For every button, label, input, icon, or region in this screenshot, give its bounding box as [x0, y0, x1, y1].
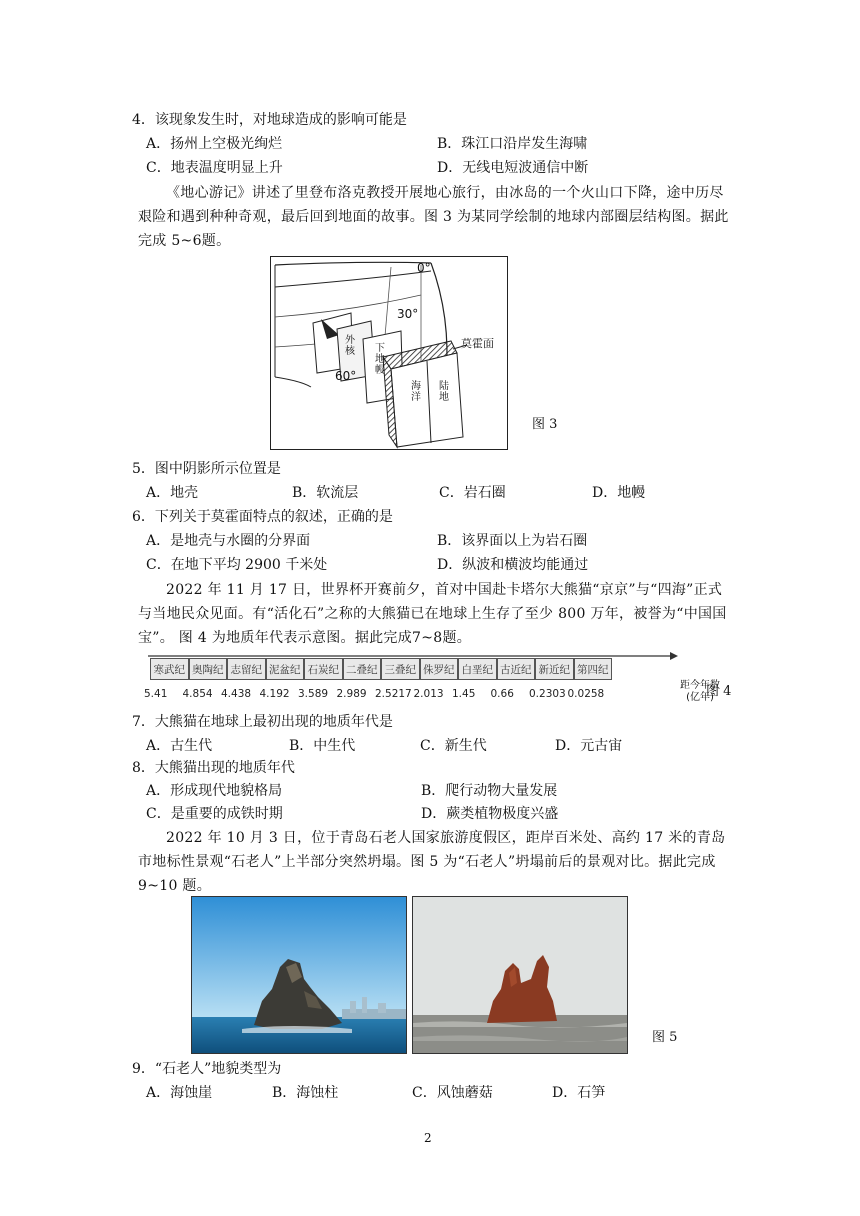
- q9-option-c: C．风蚀蘑菇: [412, 1085, 493, 1101]
- q8-option-d: D．蕨类植物极度兴盛: [421, 806, 559, 822]
- period-cell: 奥陶纪: [189, 658, 228, 680]
- page-number: 2: [424, 1131, 432, 1145]
- period-cell: 泥盆纪: [266, 658, 305, 680]
- period-cell: 古近纪: [497, 658, 536, 680]
- q4-option-c: C．地表温度明显上升: [146, 160, 283, 176]
- period-cell: 志留纪: [227, 658, 266, 680]
- age-tick-label: 0.0258: [567, 688, 605, 700]
- age-tick-label: 0.66: [490, 688, 514, 700]
- period-cell: 新近纪: [535, 658, 574, 680]
- photo-after-collapse: [412, 896, 628, 1054]
- q5-option-b: B．软流层: [292, 485, 359, 501]
- age-tick-label: 4.854: [182, 688, 213, 700]
- q6-stem: 6．下列关于莫霍面特点的叙述，正确的是: [132, 509, 393, 525]
- label-0-degree: 0°: [417, 261, 431, 275]
- passage-stone-old-man: 2022 年 10 月 3 日，位于青岛石老人国家旅游度假区，距岸百米处、高约 17 米的青岛市地标性景观“石老人”上半部分突然坍塌。图 5 为“石老人”坍塌前后的景观对比。据此完成9~10 题。: [138, 830, 726, 894]
- label-moho: 莫霍面: [461, 337, 494, 350]
- q4-stem: 4．该现象发生时，对地球造成的影响可能是: [132, 112, 407, 128]
- q7-stem: 7．大熊猫在地球上最初出现的地质年代是: [132, 714, 393, 730]
- q4-option-d: D．无线电短波通信中断: [437, 160, 589, 176]
- q8-option-b: B．爬行动物大量发展: [421, 783, 558, 799]
- axis-label-line1: 距今年数: [680, 680, 720, 691]
- passage-panda: 2022 年 11 月 17 日，世界杯开赛前夕，首对中国赴卡塔尔大熊猫“京京”与“四海”正式与当地民众见面。有“活化石”之称的大熊猫已在地球上生存了至少 800 万年，被誉为“中国国宝”。 图 4 为地质年代表示意图。据此完成7~8题。: [138, 582, 727, 646]
- q8-stem: 8．大熊猫出现的地质年代: [132, 760, 295, 776]
- q9-option-a: A．海蚀崖: [146, 1085, 213, 1101]
- age-tick-label: 5.41: [144, 688, 168, 700]
- period-cell: 寒武纪: [150, 658, 189, 680]
- q7-option-c: C．新生代: [420, 738, 487, 754]
- age-tick-label: 4.438: [221, 688, 252, 700]
- label-outer-core: 外核: [345, 335, 355, 357]
- age-tick-label: 0.2303: [529, 688, 566, 700]
- period-cell: 三叠纪: [381, 658, 420, 680]
- age-tick-label: 2.5217: [375, 688, 412, 700]
- q4-option-b: B．珠江口沿岸发生海啸: [437, 136, 588, 152]
- q8-option-c: C．是重要的成铁时期: [146, 806, 283, 822]
- passage-journey: 《地心游记》讲述了里登布洛克教授开展地心旅行，由冰岛的一个火山口下降，途中历尽艰险和遇到种种奇观，最后回到地面的故事。图 3 为某同学绘制的地球内部圈层结构图。据此完成 5~6题。: [138, 185, 729, 249]
- q5-option-a: A．地壳: [146, 485, 199, 501]
- q7-option-d: D．元古宙: [555, 738, 623, 754]
- label-land: 陆地: [439, 381, 449, 403]
- q6-option-a: A．是地壳与水圈的分界面: [146, 533, 311, 549]
- label-30-degree: 30°: [397, 307, 419, 321]
- q6-option-c: C．在地下平均 2900 千米处: [146, 557, 328, 573]
- axis-label-line2: (亿年): [686, 692, 714, 703]
- q5-stem: 5．图中阴影所示位置是: [132, 461, 281, 477]
- figure-3: [270, 256, 508, 450]
- q5-option-c: C．岩石圈: [439, 485, 506, 501]
- figure-4-caption: 图 4: [706, 684, 732, 699]
- earth-interior-diagram: [271, 257, 507, 449]
- age-tick-label: 1.45: [452, 688, 476, 700]
- q6-option-b: B．该界面以上为岩石圈: [437, 533, 588, 549]
- q9-option-d: D．石笋: [552, 1085, 606, 1101]
- q7-option-b: B．中生代: [289, 738, 356, 754]
- age-tick-label: 2.989: [336, 688, 367, 700]
- age-tick-label: 2.013: [413, 688, 444, 700]
- q6-option-d: D．纵波和横波均能通过: [437, 557, 589, 573]
- age-tick-label: 4.192: [259, 688, 290, 700]
- period-row: [148, 656, 674, 682]
- period-cell: 石炭纪: [304, 658, 343, 680]
- label-60-degree: 60°: [335, 369, 357, 383]
- label-lower-mantle: 下地幔: [375, 343, 385, 376]
- q5-option-d: D．地幔: [592, 485, 646, 501]
- figure-3-caption: 图 3: [532, 417, 558, 432]
- photo-before-collapse: [191, 896, 407, 1054]
- q9-option-b: B．海蚀柱: [272, 1085, 339, 1101]
- period-cell: 第四纪: [574, 658, 613, 680]
- figure-5-caption: 图 5: [652, 1030, 678, 1045]
- q9-stem: 9．“石老人”地貌类型为: [132, 1061, 282, 1077]
- q8-option-a: A．形成现代地貌格局: [146, 783, 283, 799]
- period-cell: 二叠纪: [343, 658, 382, 680]
- period-cell: 侏罗纪: [420, 658, 459, 680]
- q4-option-a: A．扬州上空极光绚烂: [146, 136, 283, 152]
- age-tick-label: 3.589: [298, 688, 329, 700]
- period-cell: 白垩纪: [458, 658, 497, 680]
- q7-option-a: A．古生代: [146, 738, 213, 754]
- label-ocean: 海洋: [411, 381, 421, 403]
